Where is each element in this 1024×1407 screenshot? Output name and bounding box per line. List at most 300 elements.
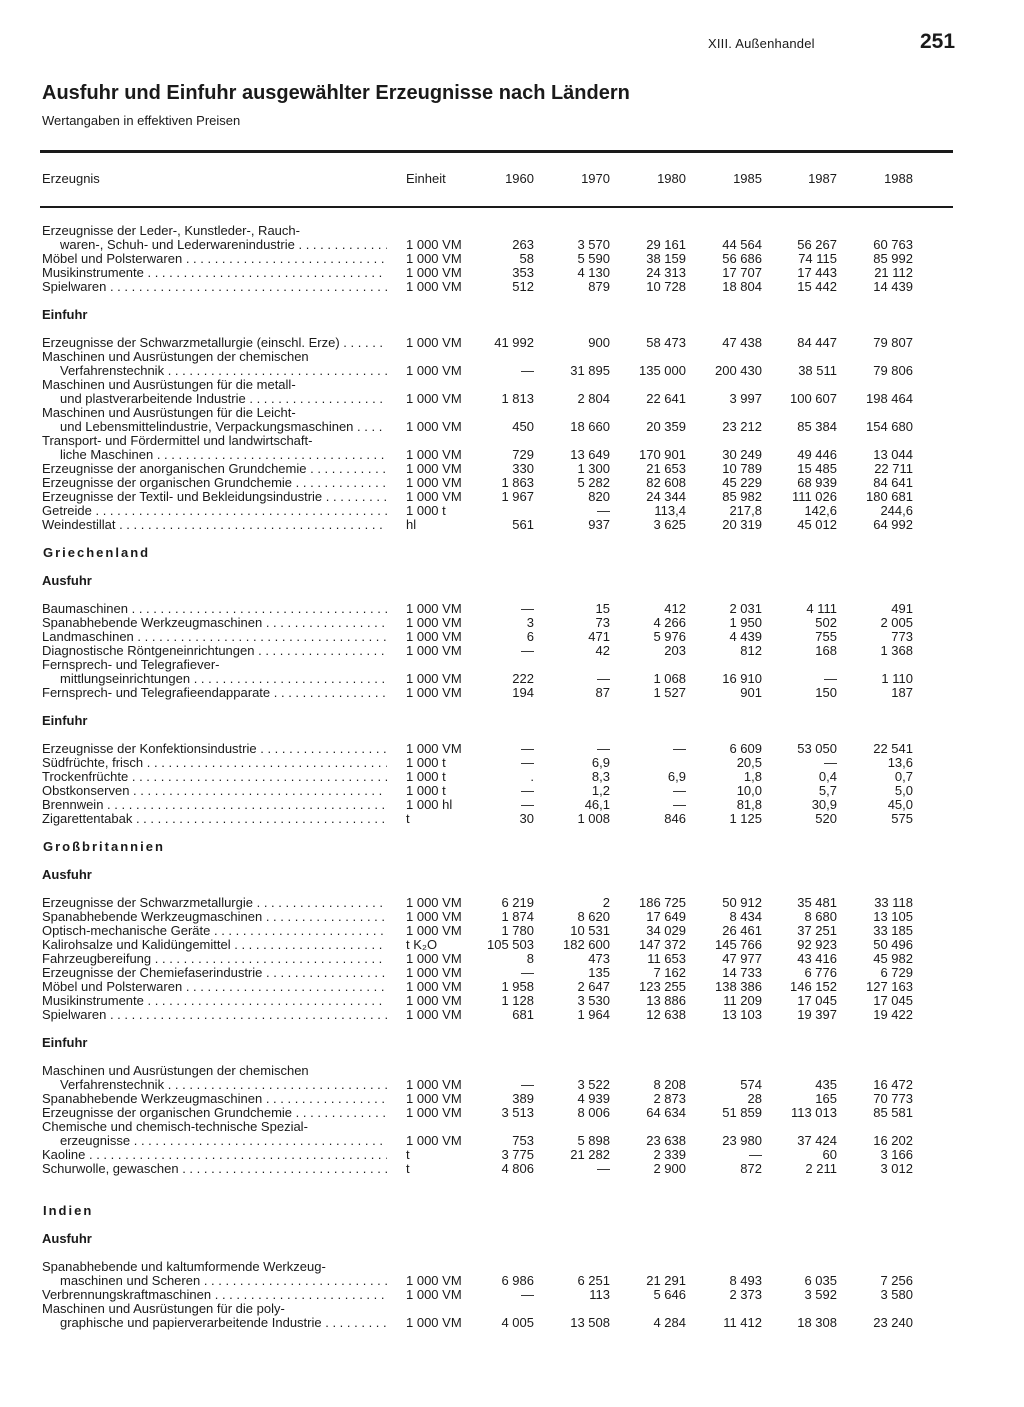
product-label: Chemische und chemisch-technische Spezial- (42, 1120, 308, 1134)
column-header-1970: 1970 (581, 171, 610, 186)
value-cell-1985: 901 (740, 685, 762, 700)
value-cell-1988: 1 110 (881, 671, 913, 686)
product-label: Erzeugnisse der organischen Grundchemie . . . (42, 476, 387, 490)
value-cell-1960: 681 (512, 1007, 534, 1022)
product-label: Transport- und Fördermittel und landwirtschaft- (42, 434, 313, 448)
page-number: 251 (920, 30, 956, 53)
value-cell-1987: 165 (815, 1091, 837, 1106)
value-cell-1960: 1 967 (501, 489, 534, 504)
value-cell-1988: 45 982 (873, 951, 913, 966)
value-cell-1985: 2 373 (729, 1287, 762, 1302)
value-cell-1980: 2 339 (653, 1147, 686, 1162)
trade-direction-heading: Ausfuhr (42, 867, 92, 882)
table-row (0, 602, 1024, 616)
value-cell-1960: — (521, 783, 534, 798)
value-cell-1970: 1 008 (577, 811, 610, 826)
value-cell-1970: 8,3 (591, 769, 610, 784)
row-spacer (0, 1246, 1024, 1260)
table-row (0, 896, 1024, 910)
value-cell-1980: 147 372 (639, 937, 686, 952)
row-spacer (0, 588, 1024, 602)
table-row-continued (0, 1064, 1024, 1078)
value-cell-1980: 6,9 (667, 769, 686, 784)
value-cell-1970: 13 508 (570, 1315, 610, 1330)
value-cell-1960: 1 780 (501, 923, 534, 938)
value-cell-1985: 217,8 (729, 503, 762, 518)
unit-cell: 1 000 VM (406, 1077, 462, 1092)
value-cell-1960: — (521, 741, 534, 756)
value-cell-1970: 5 282 (577, 475, 610, 490)
table-row (0, 1162, 1024, 1176)
value-cell-1960: 6 219 (501, 895, 534, 910)
value-cell-1988: 16 472 (873, 1077, 913, 1092)
table-row (0, 742, 1024, 756)
value-cell-1970: 135 (588, 965, 610, 980)
row-spacer (0, 1218, 1024, 1232)
value-cell-1985: — (749, 1147, 762, 1162)
product-label: Fernsprech- und Telegrafiever- (42, 658, 220, 672)
table-row (0, 616, 1024, 630)
unit-cell: hl (406, 517, 417, 532)
value-cell-1985: 23 212 (722, 419, 762, 434)
product-label: Kaoline . . . (42, 1148, 387, 1162)
product-label: Weindestillat . . . (42, 518, 387, 532)
value-cell-1985: 10,0 (736, 783, 762, 798)
value-cell-1980: 64 634 (646, 1105, 686, 1120)
value-cell-1987: 111 026 (791, 489, 837, 504)
value-cell-1980: 2 900 (653, 1161, 686, 1176)
value-cell-1985: 47 977 (722, 951, 762, 966)
value-cell-1985: 574 (740, 1077, 762, 1092)
product-label: maschinen und Scheren . . . (60, 1274, 387, 1288)
value-cell-1960: 1 813 (501, 391, 534, 406)
value-cell-1987: 53 050 (797, 741, 837, 756)
value-cell-1960: — (521, 797, 534, 812)
value-cell-1980: 10 728 (646, 279, 686, 294)
value-cell-1970: — (597, 671, 610, 686)
unit-cell: 1 000 VM (406, 265, 462, 280)
value-cell-1960: — (521, 601, 534, 616)
table-row (0, 1288, 1024, 1302)
value-cell-1970: 937 (588, 517, 610, 532)
value-cell-1980: 170 901 (639, 447, 686, 462)
unit-cell: 1 000 VM (406, 951, 462, 966)
value-cell-1985: 200 430 (715, 363, 762, 378)
value-cell-1960: 8 (526, 951, 534, 966)
unit-cell: 1 000 VM (406, 237, 462, 252)
value-cell-1980: 1 068 (653, 671, 686, 686)
table-header-rule (40, 206, 953, 208)
unit-cell: 1 000 t (406, 783, 446, 798)
value-cell-1987: 15 442 (797, 279, 837, 294)
row-spacer (0, 1176, 1024, 1204)
unit-cell: 1 000 VM (406, 251, 462, 266)
value-cell-1987: 150 (815, 685, 837, 700)
value-cell-1980: 21 291 (646, 1273, 686, 1288)
value-cell-1988: 3 012 (880, 1161, 913, 1176)
value-cell-1970: 87 (595, 685, 610, 700)
value-cell-1988: 5,0 (894, 783, 913, 798)
value-cell-1970: 5 898 (577, 1133, 610, 1148)
table-row (0, 448, 1024, 462)
product-label: Maschinen und Ausrüstungen der chemischen (42, 1064, 309, 1078)
value-cell-1985: 30 249 (722, 447, 762, 462)
value-cell-1980: 23 638 (646, 1133, 686, 1148)
value-cell-1980: 17 649 (646, 909, 686, 924)
product-label: Erzeugnisse der Schwarzmetallurgie . . . (42, 896, 387, 910)
row-spacer (0, 532, 1024, 546)
value-cell-1988: 60 763 (873, 237, 913, 252)
unit-cell: 1 000 VM (406, 923, 462, 938)
unit-cell: 1 000 VM (406, 685, 462, 700)
table-row (0, 812, 1024, 826)
value-cell-1987: 85 384 (797, 419, 837, 434)
value-cell-1987: 43 416 (797, 951, 837, 966)
value-cell-1960: 729 (512, 447, 534, 462)
value-cell-1985: 56 686 (722, 251, 762, 266)
unit-cell: 1 000 VM (406, 1133, 462, 1148)
row-spacer (0, 854, 1024, 868)
product-label: Spanabhebende Werkzeugmaschinen . . . (42, 616, 387, 630)
value-cell-1988: 575 (891, 811, 913, 826)
product-label: Brennwein . . . (42, 798, 387, 812)
value-cell-1987: 4 111 (806, 601, 837, 616)
table-row (0, 476, 1024, 490)
value-cell-1960: 3 775 (501, 1147, 534, 1162)
row-spacer (0, 560, 1024, 574)
value-cell-1970: 18 660 (570, 419, 610, 434)
value-cell-1970: 3 530 (577, 993, 610, 1008)
value-cell-1980: 123 255 (639, 979, 686, 994)
table-row (0, 1008, 1024, 1022)
value-cell-1970: — (597, 741, 610, 756)
value-cell-1987: 3 592 (804, 1287, 837, 1302)
product-label: graphische und papierverarbeitende Industrie . . . (60, 1316, 387, 1330)
value-cell-1987: 60 (822, 1147, 837, 1162)
value-cell-1980: 4 284 (653, 1315, 686, 1330)
value-cell-1970: 6,9 (591, 755, 610, 770)
unit-cell: 1 000 VM (406, 1315, 462, 1330)
value-cell-1987: 37 424 (797, 1133, 837, 1148)
value-cell-1980: 58 473 (646, 335, 686, 350)
unit-cell: 1 000 VM (406, 1007, 462, 1022)
table-row (0, 938, 1024, 952)
value-cell-1970: 820 (588, 489, 610, 504)
value-cell-1960: 512 (512, 279, 534, 294)
value-cell-1987: 6 035 (804, 1273, 837, 1288)
value-cell-1985: 18 804 (722, 279, 762, 294)
value-cell-1985: 11 412 (723, 1315, 762, 1330)
unit-cell: 1 000 VM (406, 1287, 462, 1302)
value-cell-1960: 330 (512, 461, 534, 476)
product-label: Landmaschinen . . . (42, 630, 387, 644)
value-cell-1985: 28 (747, 1091, 762, 1106)
unit-cell: t K₂O (406, 937, 438, 952)
value-cell-1987: 56 267 (797, 237, 837, 252)
value-cell-1970: 8 620 (577, 909, 610, 924)
product-label: Erzeugnisse der Leder-, Kunstleder-, Rauch- (42, 224, 300, 238)
page-title: Ausfuhr und Einfuhr ausgewählter Erzeugnisse nach Ländern (42, 82, 630, 104)
value-cell-1987: 146 152 (790, 979, 837, 994)
value-cell-1970: 46,1 (584, 797, 610, 812)
value-cell-1988: 198 464 (866, 391, 913, 406)
product-label: Maschinen und Ausrüstungen für die metall- (42, 378, 296, 392)
value-cell-1988: 64 992 (873, 517, 913, 532)
unit-cell: 1 000 VM (406, 391, 462, 406)
value-cell-1980: 3 625 (653, 517, 686, 532)
value-cell-1987: 18 308 (797, 1315, 837, 1330)
value-cell-1960: 389 (512, 1091, 534, 1106)
value-cell-1980: — (673, 783, 686, 798)
row-spacer (0, 294, 1024, 308)
value-cell-1988: 22 541 (873, 741, 913, 756)
value-cell-1960: 3 (526, 615, 534, 630)
value-cell-1980: 4 266 (653, 615, 686, 630)
product-label: Musikinstrumente . . . (42, 994, 387, 1008)
unit-cell: 1 000 VM (406, 279, 462, 294)
value-cell-1988: 33 118 (874, 895, 913, 910)
table-row (0, 364, 1024, 378)
value-cell-1985: 8 493 (729, 1273, 762, 1288)
value-cell-1985: 50 912 (722, 895, 762, 910)
value-cell-1988: 6 729 (880, 965, 913, 980)
unit-cell: 1 000 VM (406, 741, 462, 756)
table-row (0, 910, 1024, 924)
value-cell-1960: 6 986 (501, 1273, 534, 1288)
table-row-continued (0, 1120, 1024, 1134)
value-cell-1988: 79 807 (873, 335, 913, 350)
product-label: Diagnostische Röntgeneinrichtungen . . . (42, 644, 387, 658)
product-label: Zigarettentabak . . . (42, 812, 387, 826)
product-label: Maschinen und Ausrüstungen der chemischen (42, 350, 309, 364)
value-cell-1987: 142,6 (804, 503, 837, 518)
value-cell-1980: 7 162 (653, 965, 686, 980)
value-cell-1970: 4 130 (577, 265, 610, 280)
value-cell-1985: 45 229 (722, 475, 762, 490)
table-row (0, 1316, 1024, 1330)
unit-cell: 1 000 VM (406, 601, 462, 616)
value-cell-1960: — (521, 965, 534, 980)
value-cell-1970: 10 531 (570, 923, 610, 938)
table-row-continued (0, 1302, 1024, 1316)
trade-direction-heading: Einfuhr (42, 713, 88, 728)
product-label: Optisch-mechanische Geräte . . . (42, 924, 387, 938)
value-cell-1960: 1 958 (501, 979, 534, 994)
table-row (0, 686, 1024, 700)
product-label: Spanabhebende und kaltumformende Werkzeug- (42, 1260, 326, 1274)
value-cell-1988: 23 240 (873, 1315, 913, 1330)
value-cell-1980: 82 608 (646, 475, 686, 490)
value-cell-1960: 263 (512, 237, 534, 252)
value-cell-1985: 47 438 (722, 335, 762, 350)
value-cell-1988: 22 711 (874, 461, 913, 476)
value-cell-1970: — (597, 503, 610, 518)
value-cell-1988: 79 806 (873, 363, 913, 378)
value-cell-1988: 85 992 (873, 251, 913, 266)
product-label: und plastverarbeitende Industrie . . . (60, 392, 387, 406)
value-cell-1988: 3 166 (880, 1147, 913, 1162)
value-cell-1988: 45,0 (887, 797, 913, 812)
product-label: erzeugnisse . . . (60, 1134, 387, 1148)
product-label: Getreide . . . (42, 504, 387, 518)
product-label: mittlungseinrichtungen . . . (60, 672, 387, 686)
value-cell-1960: 1 863 (501, 475, 534, 490)
table-row (0, 392, 1024, 406)
value-cell-1985: 20 319 (722, 517, 762, 532)
value-cell-1988: 50 496 (873, 937, 913, 952)
value-cell-1987: 49 446 (797, 447, 837, 462)
unit-cell: 1 000 hl (406, 797, 453, 812)
table-row (0, 952, 1024, 966)
unit-cell: t (406, 1161, 410, 1176)
value-cell-1988: 180 681 (866, 489, 913, 504)
product-label: Spielwaren . . . (42, 280, 387, 294)
value-cell-1980: 412 (664, 601, 686, 616)
value-cell-1980: 24 313 (646, 265, 686, 280)
value-cell-1985: 51 859 (722, 1105, 762, 1120)
unit-cell: 1 000 VM (406, 895, 462, 910)
value-cell-1980: 38 159 (646, 251, 686, 266)
value-cell-1985: 3 997 (729, 391, 762, 406)
table-row (0, 490, 1024, 504)
value-cell-1985: 13 103 (722, 1007, 762, 1022)
unit-cell: 1 000 VM (406, 993, 462, 1008)
unit-cell: 1 000 VM (406, 335, 462, 350)
table-row (0, 994, 1024, 1008)
unit-cell: t (406, 811, 410, 826)
value-cell-1970: 182 600 (563, 937, 610, 952)
table-row (0, 462, 1024, 476)
value-cell-1985: 81,8 (736, 797, 762, 812)
table-row-continued (0, 378, 1024, 392)
value-cell-1988: 491 (891, 601, 913, 616)
table-row (0, 280, 1024, 294)
product-label: Fernsprech- und Telegrafieendapparate . . . (42, 686, 387, 700)
value-cell-1987: 19 397 (797, 1007, 837, 1022)
value-cell-1980: 135 000 (639, 363, 686, 378)
value-cell-1970: 473 (588, 951, 610, 966)
unit-cell: 1 000 VM (406, 419, 462, 434)
table-row (0, 238, 1024, 252)
page-subtitle: Wertangaben in effektiven Preisen (42, 113, 241, 128)
value-cell-1987: 15 485 (797, 461, 837, 476)
value-cell-1960: 222 (512, 671, 534, 686)
value-cell-1960: — (521, 643, 534, 658)
value-cell-1960: 450 (512, 419, 534, 434)
value-cell-1987: 17 443 (797, 265, 837, 280)
value-cell-1987: 113 013 (790, 1105, 837, 1120)
value-cell-1980: 1 527 (653, 685, 686, 700)
unit-cell: 1 000 VM (406, 629, 462, 644)
value-cell-1960: . (530, 769, 534, 784)
value-cell-1985: 11 209 (723, 993, 762, 1008)
value-cell-1970: 113 (589, 1287, 610, 1302)
product-label: Spanabhebende Werkzeugmaschinen . . . (42, 1092, 387, 1106)
value-cell-1970: 1,2 (591, 783, 610, 798)
value-cell-1980: 22 641 (646, 391, 686, 406)
value-cell-1988: 13,6 (887, 755, 913, 770)
value-cell-1987: — (824, 755, 837, 770)
value-cell-1987: 17 045 (797, 993, 837, 1008)
value-cell-1985: 812 (740, 643, 762, 658)
unit-cell: 1 000 VM (406, 615, 462, 630)
value-cell-1988: 84 641 (873, 475, 913, 490)
unit-cell: 1 000 VM (406, 1091, 462, 1106)
value-cell-1980: 113,4 (654, 503, 686, 518)
value-cell-1960: 4 806 (501, 1161, 534, 1176)
country-heading: Großbritannien (43, 839, 165, 854)
table-row (0, 252, 1024, 266)
value-cell-1987: 84 447 (797, 335, 837, 350)
value-cell-1988: 19 422 (873, 1007, 913, 1022)
value-cell-1987: 0,4 (818, 769, 837, 784)
value-cell-1970: 2 (602, 895, 610, 910)
value-cell-1985: 1 950 (729, 615, 762, 630)
product-label: waren-, Schuh- und Lederwarenindustrie . . . (60, 238, 387, 252)
value-cell-1985: 1,8 (743, 769, 762, 784)
column-header-1960: 1960 (505, 171, 534, 186)
value-cell-1980: 11 653 (647, 951, 686, 966)
product-label: Obstkonserven . . . (42, 784, 387, 798)
product-label: Verbrennungskraftmaschinen . . . (42, 1288, 387, 1302)
table-row-continued (0, 350, 1024, 364)
value-cell-1980: 2 873 (653, 1091, 686, 1106)
value-cell-1980: 34 029 (646, 923, 686, 938)
chapter-title: XIII. Außenhandel (708, 36, 815, 51)
value-cell-1988: 21 112 (874, 265, 913, 280)
value-cell-1960: 3 513 (501, 1105, 534, 1120)
table-row (0, 784, 1024, 798)
value-cell-1970: 471 (588, 629, 610, 644)
value-cell-1970: 15 (595, 601, 610, 616)
value-cell-1987: 755 (815, 629, 837, 644)
row-spacer (0, 728, 1024, 742)
value-cell-1970: 31 895 (570, 363, 610, 378)
value-cell-1980: 20 359 (646, 419, 686, 434)
value-cell-1988: 154 680 (866, 419, 913, 434)
row-spacer (0, 1050, 1024, 1064)
value-cell-1980: 5 976 (653, 629, 686, 644)
product-label: Südfrüchte, frisch . . . (42, 756, 387, 770)
product-label: Spielwaren . . . (42, 1008, 387, 1022)
product-label: Trockenfrüchte . . . (42, 770, 387, 784)
product-label: Verfahrenstechnik . . . (60, 1078, 387, 1092)
unit-cell: 1 000 t (406, 755, 446, 770)
row-spacer (0, 826, 1024, 840)
value-cell-1960: 30 (519, 811, 534, 826)
value-cell-1970: 1 300 (577, 461, 610, 476)
column-header-1987: 1987 (808, 171, 837, 186)
value-cell-1960: 561 (512, 517, 534, 532)
table-row (0, 1274, 1024, 1288)
unit-cell: 1 000 VM (406, 1105, 462, 1120)
value-cell-1988: 244,6 (880, 503, 913, 518)
value-cell-1988: 0,7 (894, 769, 913, 784)
row-spacer (0, 1022, 1024, 1036)
value-cell-1985: 2 031 (729, 601, 762, 616)
value-cell-1987: 74 115 (798, 251, 837, 266)
value-cell-1970: 73 (595, 615, 610, 630)
product-label: Erzeugnisse der Textil- und Bekleidungsindustrie . . . (42, 490, 387, 504)
value-cell-1985: 4 439 (729, 629, 762, 644)
value-cell-1987: 100 607 (790, 391, 837, 406)
value-cell-1988: 33 185 (873, 923, 913, 938)
table-row (0, 798, 1024, 812)
unit-cell: 1 000 VM (406, 475, 462, 490)
table-row (0, 770, 1024, 784)
value-cell-1970: 8 006 (577, 1105, 610, 1120)
table-row (0, 1134, 1024, 1148)
